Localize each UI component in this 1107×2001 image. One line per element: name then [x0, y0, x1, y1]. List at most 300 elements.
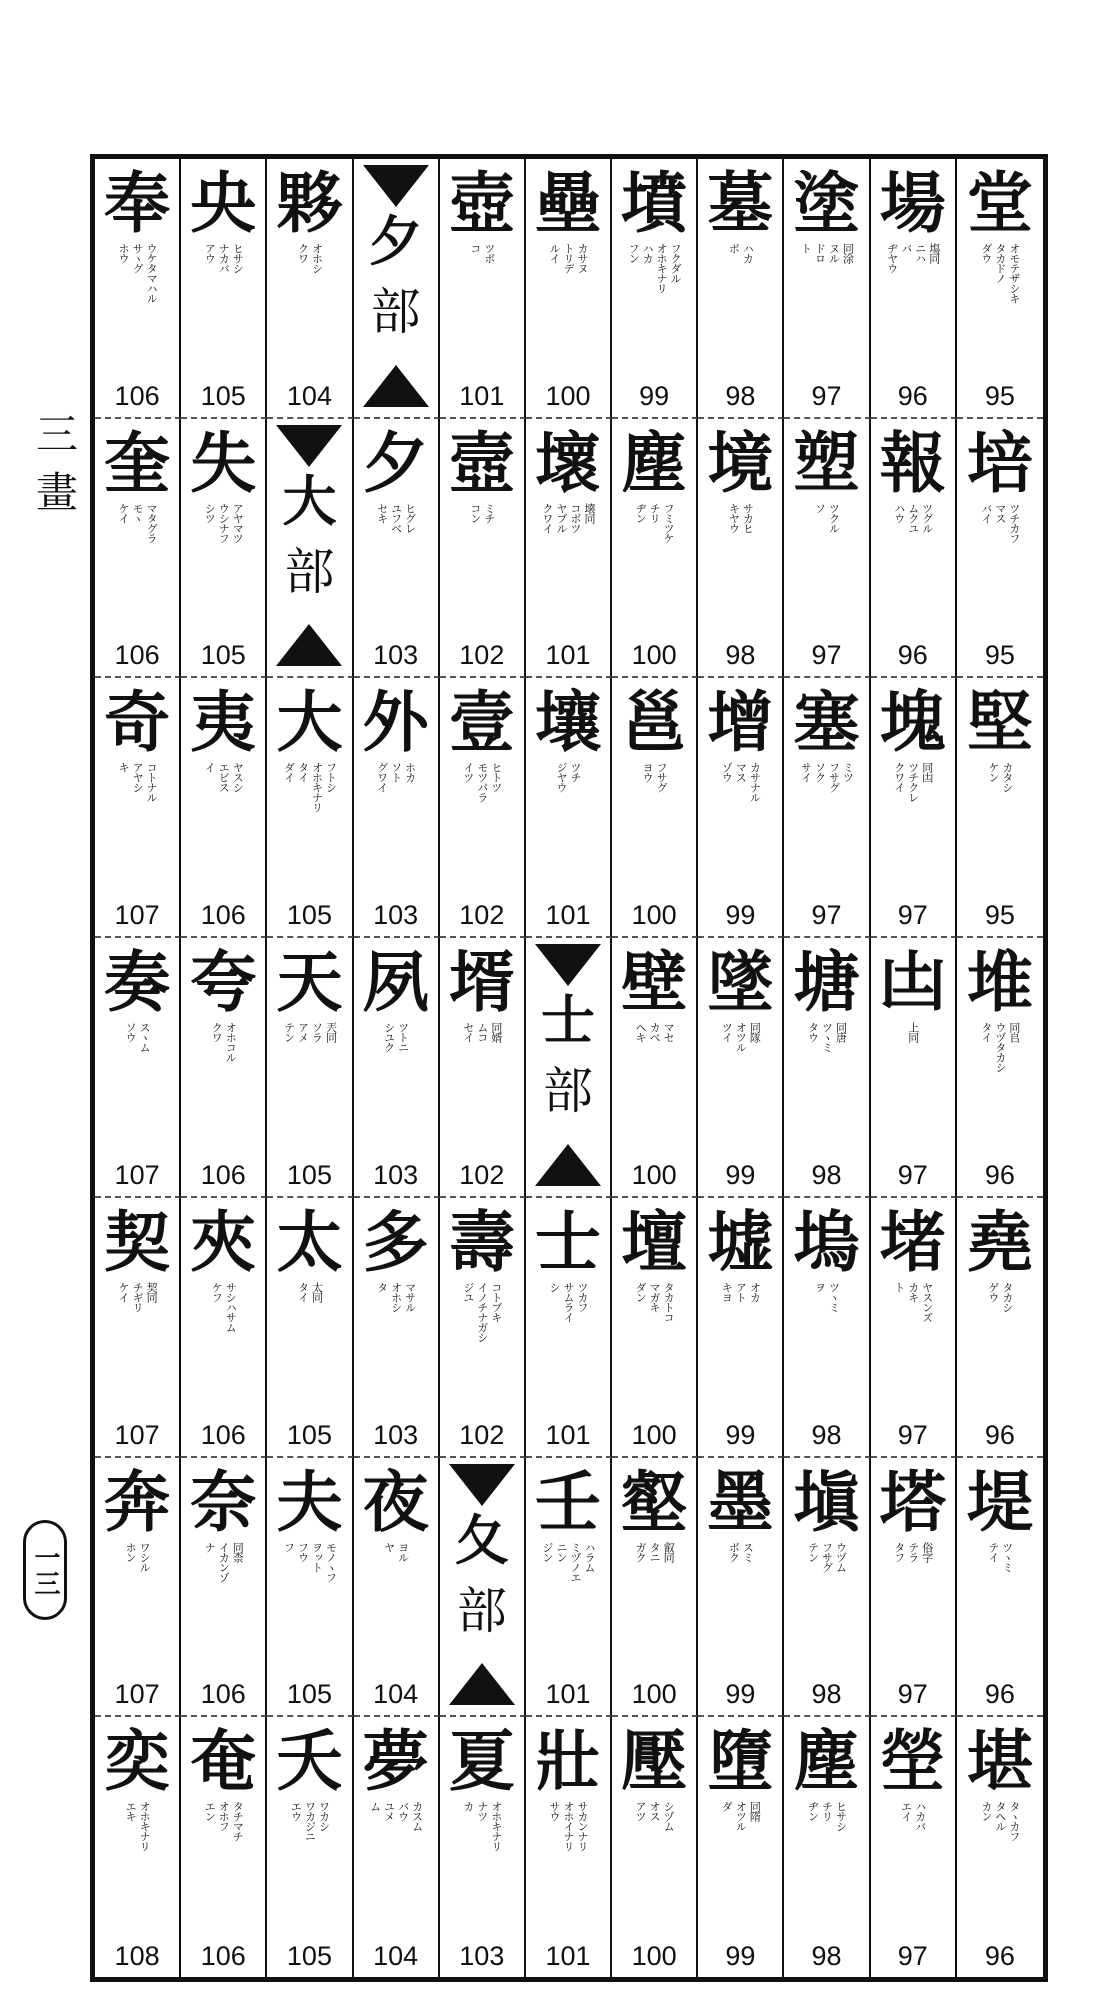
entry-kanji: 奔	[104, 1462, 171, 1541]
reading-line: クワイ	[540, 502, 554, 533]
reading-line: マガキ	[648, 1281, 662, 1312]
reading-line: タフ	[892, 1541, 906, 1562]
reading-line: タイ	[296, 1281, 310, 1302]
entry-page-number: 105	[286, 1679, 332, 1710]
entry-reading	[95, 762, 179, 886]
reading-line: ミツ	[841, 762, 855, 783]
radical-section-header	[354, 159, 440, 419]
entry-reading	[440, 1022, 524, 1146]
reading-line: カタシ	[1000, 762, 1014, 793]
reading-line: ツチ	[568, 762, 582, 783]
entry-kanji: 外	[362, 683, 429, 762]
reading-line: タヽカフ	[1007, 1801, 1021, 1842]
reading-line: バイ	[979, 502, 993, 523]
reading-line: グワイ	[375, 762, 389, 793]
dictionary-entry	[784, 1717, 870, 1977]
entry-kanji: 奕	[104, 1722, 171, 1801]
dictionary-entry	[181, 1717, 267, 1977]
bracket-top-icon	[449, 1464, 515, 1506]
entry-kanji: 堂	[966, 164, 1033, 242]
entry-page-number: 107	[114, 900, 160, 931]
radical-section-word: 部	[456, 1581, 507, 1640]
entry-reading	[612, 1801, 696, 1925]
entry-reading	[612, 1542, 696, 1666]
reading-line: タイ	[296, 762, 310, 783]
dictionary-entry	[698, 419, 784, 679]
entry-page-number: 106	[200, 900, 246, 931]
entry-page-number: 100	[631, 900, 677, 931]
entry-kanji: 塵	[621, 423, 688, 502]
reading-line: ホウ	[117, 243, 131, 263]
reading-line: ダン	[634, 1281, 648, 1302]
reading-line: ニハ	[913, 243, 927, 263]
reading-line: カン	[979, 1801, 993, 1822]
entry-reading	[526, 1542, 610, 1666]
entry-page-number: 100	[631, 1159, 677, 1190]
entry-kanji: 夾	[190, 1202, 257, 1281]
entry-page-number: 103	[459, 1941, 505, 1971]
entry-page-number: 100	[631, 1419, 677, 1450]
reading-line: ヒサシ	[834, 1801, 848, 1832]
dictionary-entry	[181, 419, 267, 679]
reading-line: クワ	[296, 243, 310, 263]
entry-page-number: 99	[725, 1679, 756, 1710]
reading-line: フクダル	[669, 243, 683, 283]
reading-line: バウ	[396, 1801, 410, 1822]
entry-kanji: 壻	[448, 943, 515, 1022]
reading-line: サヽグ	[131, 243, 145, 273]
entry-kanji: 壽	[448, 1202, 515, 1281]
dictionary-entry	[698, 1717, 784, 1977]
reading-line: 塲同	[927, 243, 941, 263]
reading-line: ケフ	[210, 1281, 224, 1302]
entry-page-number: 107	[114, 1159, 160, 1190]
reading-line: マセ	[662, 1022, 676, 1043]
reading-line: バ	[899, 243, 913, 253]
entry-page-number: 96	[897, 640, 928, 671]
dictionary-entry	[440, 1198, 526, 1458]
entry-reading	[440, 503, 524, 627]
dictionary-grid	[95, 159, 1043, 1977]
reading-line: フサグ	[827, 762, 841, 793]
dictionary-entry	[612, 419, 698, 679]
entry-kanji: 奇	[104, 683, 171, 762]
entry-reading	[698, 762, 782, 886]
entry-reading	[957, 503, 1043, 627]
entry-page-number: 97	[811, 640, 842, 671]
entry-kanji: 夭	[276, 1722, 343, 1801]
entry-reading	[698, 503, 782, 627]
reading-line: 同涂	[841, 243, 855, 263]
reading-line: アメ	[296, 1022, 310, 1043]
reading-line: フ	[282, 1541, 296, 1552]
reading-line: ワシル	[138, 1541, 152, 1572]
reading-line: イツ	[461, 762, 475, 783]
entry-kanji: 奄	[190, 1722, 257, 1801]
dictionary-entry	[612, 678, 698, 938]
dictionary-entry	[267, 1458, 353, 1718]
reading-line: ミヅノエ	[568, 1541, 582, 1582]
reading-line: ツクル	[827, 502, 841, 533]
reading-line: オホキナリ	[655, 243, 669, 293]
reading-line: ト	[799, 243, 813, 253]
entry-reading	[95, 503, 179, 627]
entry-kanji: 奈	[190, 1462, 257, 1541]
dictionary-entry	[526, 419, 612, 679]
entry-reading	[526, 503, 610, 627]
bracket-bottom-icon	[535, 1144, 601, 1186]
entry-kanji: 多	[362, 1202, 429, 1281]
reading-line: ヒサシ	[231, 243, 245, 273]
reading-line: ヲット	[310, 1541, 324, 1572]
entry-page-number: 98	[725, 640, 756, 671]
reading-line: カ	[461, 1801, 475, 1812]
reading-line: ツチカフ	[1007, 502, 1021, 543]
dictionary-entry	[95, 1717, 181, 1977]
entry-reading	[95, 1022, 179, 1146]
entry-page-number: 103	[373, 640, 419, 671]
reading-line: ヘキ	[634, 1022, 648, 1043]
entry-kanji: 夸	[190, 943, 257, 1022]
dictionary-entry	[181, 938, 267, 1198]
reading-line: ゾウ	[720, 762, 734, 783]
reading-line: サカヒ	[741, 502, 755, 533]
entry-kanji: 太	[276, 1202, 343, 1281]
radical-character: 夂	[454, 1507, 509, 1572]
reading-line: ヤスンズ	[920, 1281, 934, 1322]
reading-line: オホキナリ	[489, 1801, 503, 1852]
entry-page-number: 105	[286, 1941, 332, 1971]
page-number: 一三	[23, 1520, 67, 1620]
reading-line: オホキナリ	[310, 762, 324, 813]
dictionary-table-frame	[90, 154, 1048, 1982]
entry-kanji: 塘	[793, 943, 860, 1022]
entry-reading	[871, 503, 955, 627]
entry-reading	[784, 1542, 868, 1666]
dictionary-entry	[181, 678, 267, 938]
entry-page-number: 105	[286, 1419, 332, 1450]
reading-line: ヤスシ	[231, 762, 245, 793]
entry-kanji: 壁	[621, 943, 688, 1022]
reading-line: シ	[547, 1281, 561, 1292]
reading-line: 契同	[145, 1281, 159, 1302]
dictionary-entry	[95, 938, 181, 1198]
reading-line: イ	[203, 762, 217, 773]
reading-line: ツカフ	[575, 1281, 589, 1312]
reading-line: ナツ	[475, 1801, 489, 1822]
entry-kanji: 夢	[362, 1722, 429, 1801]
reading-line: マス	[993, 502, 1007, 523]
entry-kanji: 場	[879, 164, 946, 242]
entry-reading	[784, 503, 868, 627]
entry-page-number: 96	[984, 1941, 1015, 1971]
reading-line: コ	[468, 243, 482, 253]
reading-line: エビス	[217, 762, 231, 793]
entry-reading	[354, 762, 438, 886]
entry-reading	[354, 1801, 438, 1925]
entry-reading	[267, 1801, 351, 1925]
dictionary-entry	[95, 419, 181, 679]
entry-kanji: 堵	[879, 1202, 946, 1281]
reading-line: タチマチ	[231, 1801, 245, 1842]
entry-kanji: 堯	[966, 1202, 1033, 1281]
entry-reading	[957, 762, 1043, 886]
dictionary-entry	[354, 678, 440, 938]
entry-kanji: 邕	[621, 683, 688, 762]
entry-page-number: 105	[200, 380, 246, 411]
bracket-top-icon	[363, 165, 429, 207]
entry-page-number: 102	[459, 900, 505, 931]
reading-line: アウ	[203, 243, 217, 263]
dictionary-entry	[440, 938, 526, 1198]
entry-page-number: 106	[200, 1419, 246, 1450]
entry-kanji: 墟	[707, 1202, 774, 1281]
reading-line: フサグ	[820, 1541, 834, 1572]
entry-reading	[267, 243, 351, 367]
radical-character: 大	[282, 468, 337, 533]
entry-reading	[871, 243, 955, 367]
entry-page-number: 104	[286, 380, 332, 411]
reading-line: セイ	[461, 1022, 475, 1043]
reading-line: クワ	[210, 1022, 224, 1043]
dictionary-entry	[957, 1717, 1043, 1977]
reading-line: オモテザシキ	[1007, 243, 1021, 303]
reading-line: ジン	[540, 1541, 554, 1562]
reading-line: テイ	[986, 1541, 1000, 1562]
reading-line: サカンナリ	[575, 1801, 589, 1852]
entry-reading	[440, 762, 524, 886]
reading-line: チリ	[820, 1801, 834, 1822]
dictionary-entry	[871, 1198, 957, 1458]
reading-line: ヒトツ	[489, 762, 503, 793]
entry-reading	[871, 1542, 955, 1666]
entry-kanji: 夫	[276, 1462, 343, 1541]
entry-page-number: 108	[114, 1941, 160, 1971]
dictionary-entry	[354, 1717, 440, 1977]
entry-kanji: 壘	[534, 164, 601, 242]
reading-line: ヤ	[382, 1541, 396, 1552]
reading-line: タニ	[648, 1541, 662, 1562]
entry-kanji: 培	[966, 423, 1033, 502]
reading-line: シヅム	[662, 1801, 676, 1832]
entry-reading	[871, 1022, 955, 1146]
entry-kanji: 壯	[534, 1722, 601, 1801]
radical-section-header	[526, 938, 612, 1198]
reading-line: カキ	[906, 1281, 920, 1302]
entry-reading	[354, 1282, 438, 1406]
entry-page-number: 101	[459, 380, 505, 411]
reading-line: カスム	[410, 1801, 424, 1832]
reading-line: ホカ	[403, 762, 417, 783]
reading-line: セキ	[375, 502, 389, 523]
entry-kanji: 壬	[534, 1462, 601, 1541]
reading-line: ム	[368, 1801, 382, 1812]
reading-line: ホン	[124, 1541, 138, 1562]
entry-page-number: 104	[373, 1679, 419, 1710]
reading-line: ウケタマハル	[145, 243, 159, 303]
reading-line: フン	[627, 243, 641, 263]
entry-kanji: 夷	[190, 683, 257, 762]
entry-page-number: 102	[459, 1159, 505, 1190]
reading-line: マス	[734, 762, 748, 783]
entry-page-number: 106	[200, 1679, 246, 1710]
entry-reading	[526, 1801, 610, 1925]
dictionary-entry	[957, 678, 1043, 938]
reading-line: サムライ	[561, 1281, 575, 1322]
reading-line: ジヤウ	[554, 762, 568, 793]
entry-reading	[526, 762, 610, 886]
entry-page-number: 96	[897, 380, 928, 411]
radical-section-header	[440, 1458, 526, 1718]
reading-line: ツグル	[920, 502, 934, 533]
entry-kanji: 墨	[707, 1462, 774, 1541]
reading-line: ツトニ	[396, 1022, 410, 1053]
reading-line: 俗字	[920, 1541, 934, 1562]
entry-reading	[784, 1022, 868, 1146]
reading-line: ツボ	[482, 243, 496, 263]
radical-character: 士	[540, 988, 595, 1053]
dictionary-entry	[440, 1717, 526, 1977]
reading-line: ソ	[813, 502, 827, 513]
entry-page-number: 106	[200, 1941, 246, 1971]
entry-page-number: 101	[545, 900, 591, 931]
dictionary-entry	[354, 1198, 440, 1458]
reading-line: ミチ	[482, 502, 496, 523]
entry-reading	[181, 1282, 265, 1406]
entry-kanji: 堆	[966, 943, 1033, 1022]
reading-line: オホイナリ	[561, 1801, 575, 1852]
reading-line: オホコル	[224, 1022, 238, 1063]
entry-reading	[871, 1801, 955, 1925]
radical-section-word: 部	[370, 283, 421, 341]
reading-line: カサナル	[748, 762, 762, 803]
reading-line: フサグ	[655, 762, 669, 793]
reading-line: タ	[375, 1281, 389, 1292]
entry-page-number: 107	[114, 1679, 160, 1710]
entry-page-number: 101	[545, 1679, 591, 1710]
reading-line: ウヅム	[834, 1541, 848, 1572]
reading-line: マタグラ	[145, 502, 159, 543]
reading-line: ヌル	[827, 243, 841, 263]
reading-line: ヲ	[813, 1281, 827, 1292]
reading-line: チリ	[648, 502, 662, 523]
entry-page-number: 95	[984, 380, 1015, 411]
dictionary-entry	[957, 1198, 1043, 1458]
dictionary-entry	[95, 159, 181, 419]
dictionary-entry	[354, 419, 440, 679]
dictionary-entry	[957, 159, 1043, 419]
dictionary-entry	[95, 1198, 181, 1458]
entry-reading	[440, 1801, 524, 1925]
entry-reading	[526, 1282, 610, 1406]
dictionary-entry	[698, 938, 784, 1198]
entry-reading	[957, 1801, 1043, 1925]
reading-line: ト	[892, 1281, 906, 1292]
reading-line: キヤウ	[727, 502, 741, 533]
entry-reading	[95, 1282, 179, 1406]
reading-line: ユフベ	[389, 502, 403, 533]
reading-line: ヒグレ	[403, 502, 417, 533]
dictionary-entry	[526, 1458, 612, 1718]
reading-line: タカドノ	[993, 243, 1007, 283]
reading-line: 同隊	[748, 1022, 762, 1043]
reading-line: ソト	[389, 762, 403, 783]
reading-line: アト	[734, 1281, 748, 1302]
reading-line: タヘル	[993, 1801, 1007, 1832]
dictionary-entry	[784, 938, 870, 1198]
reading-line: マサル	[403, 1281, 417, 1312]
dictionary-entry	[612, 938, 698, 1198]
dictionary-entry	[698, 1458, 784, 1718]
reading-line: ツイ	[720, 1022, 734, 1043]
entry-kanji: 塵	[793, 1722, 860, 1801]
reading-line: ヂン	[634, 502, 648, 523]
entry-kanji: 塔	[879, 1462, 946, 1541]
entry-page-number: 105	[286, 900, 332, 931]
entry-page-number: 101	[545, 640, 591, 671]
entry-page-number: 106	[200, 1159, 246, 1190]
dictionary-entry	[871, 419, 957, 679]
entry-kanji: 堤	[966, 1462, 1033, 1541]
entry-kanji: 塡	[793, 1462, 860, 1541]
reading-line: ウシナフ	[217, 502, 231, 543]
entry-reading	[267, 1022, 351, 1146]
reading-line: 同凷	[920, 762, 934, 783]
entry-kanji: 塢	[793, 1202, 860, 1281]
reading-line: 兲同	[324, 1022, 338, 1043]
dictionary-entry	[267, 678, 353, 938]
reading-line: 太同	[310, 1281, 324, 1302]
reading-line: ツヽミ	[827, 1281, 841, 1312]
reading-line: オホフ	[217, 1801, 231, 1832]
reading-line: 壊同	[582, 502, 596, 523]
reading-line: ドロ	[813, 243, 827, 263]
entry-kanji: 壓	[621, 1722, 688, 1801]
reading-line: コトブキ	[489, 1281, 503, 1322]
reading-line: テラ	[906, 1541, 920, 1562]
entry-kanji: 士	[534, 1202, 601, 1281]
reading-line: 同隋	[748, 1801, 762, 1822]
entry-kanji: 墓	[707, 164, 774, 242]
entry-reading	[95, 243, 179, 367]
reading-line: ハカバ	[913, 1801, 927, 1832]
entry-page-number: 97	[811, 380, 842, 411]
entry-reading	[181, 243, 265, 367]
reading-line: ボク	[727, 1541, 741, 1562]
reading-line: トリデ	[561, 243, 575, 273]
entry-page-number: 104	[373, 1941, 419, 1971]
entry-reading	[784, 1282, 868, 1406]
reading-line: オホシ	[310, 243, 324, 273]
entry-page-number: 106	[114, 380, 160, 411]
reading-line: ヂヤウ	[885, 243, 899, 273]
entry-page-number: 98	[811, 1159, 842, 1190]
entry-reading	[871, 762, 955, 886]
radical-section-header	[267, 419, 353, 679]
entry-kanji: 墮	[707, 1722, 774, 1801]
entry-kanji: 堅	[966, 683, 1033, 762]
reading-line: 上同	[906, 1022, 920, 1043]
reading-line: ケイ	[117, 502, 131, 523]
reading-line: コン	[468, 502, 482, 523]
dictionary-entry	[698, 159, 784, 419]
dictionary-entry	[784, 678, 870, 938]
reading-line: ダウ	[979, 243, 993, 263]
entry-kanji: 塋	[879, 1722, 946, 1801]
entry-kanji: 契	[104, 1202, 171, 1281]
entry-page-number: 100	[545, 380, 591, 411]
dictionary-entry	[957, 1458, 1043, 1718]
